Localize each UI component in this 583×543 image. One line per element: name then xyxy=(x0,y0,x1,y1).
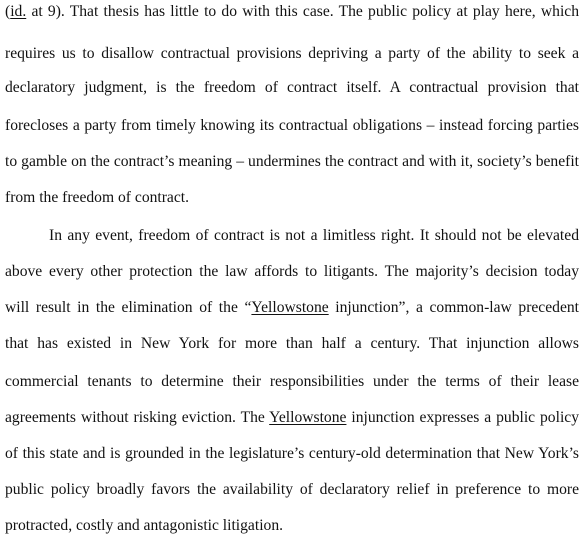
paragraph-1-line-1: (id. at 9). That thesis has little to do with this case. The public policy at play here, which xyxy=(5,3,579,20)
paragraph-1-line-4: forecloses a party from timely knowing its contractual obligations – instead forcing parties xyxy=(5,117,579,134)
text-span: will result in the elimination of the “ xyxy=(5,299,252,316)
case-name-yellowstone: Yellowstone xyxy=(269,409,347,426)
paragraph-2-line-1: In any event, freedom of contract is not a limitless right. It should not be elevated xyxy=(49,227,579,244)
paragraph-2-line-5: commercial tenants to determine their responsibilities under the terms of their lease xyxy=(5,373,579,390)
paragraph-1-line-2: requires us to disallow contractual provisions depriving a party of the ability to seek a xyxy=(5,45,579,62)
paragraph-2-line-7: of this state and is grounded in the legislature’s century-old determination that New York’s xyxy=(5,445,579,462)
paragraph-1-line-3: declaratory judgment, is the freedom of contract itself. A contractual provision that xyxy=(5,79,579,96)
paragraph-2-line-4: that has existed in New York for more than half a century. That injunction allows xyxy=(5,335,579,352)
paragraph-1-line-6: from the freedom of contract. xyxy=(5,189,190,206)
paragraph-2-line-3 xyxy=(5,298,579,318)
paragraph-1-line-5: to gamble on the contract’s meaning – undermines the contract and with it, society’s benefit xyxy=(5,153,579,170)
paragraph-2-line-8: public policy broadly favors the availability of declaratory relief in preference to more xyxy=(5,481,579,498)
text-span: injunction expresses a public policy xyxy=(346,409,579,426)
case-name-yellowstone: Yellowstone xyxy=(251,299,329,316)
citation-id: id. xyxy=(10,3,27,20)
text-span: agreements without risking eviction. The xyxy=(5,409,270,426)
text-span: injunction”, a common-law precedent xyxy=(328,299,580,316)
paragraph-2-line-6 xyxy=(5,408,579,428)
text-span: at 9). That thesis has little to do with this case. The public policy at play here, which xyxy=(26,3,579,20)
paragraph-2-line-2: above every other protection the law affords to litigants. The majority’s decision today xyxy=(5,263,579,280)
paragraph-2-line-9: protracted, costly and antagonistic litigation. xyxy=(5,517,284,534)
